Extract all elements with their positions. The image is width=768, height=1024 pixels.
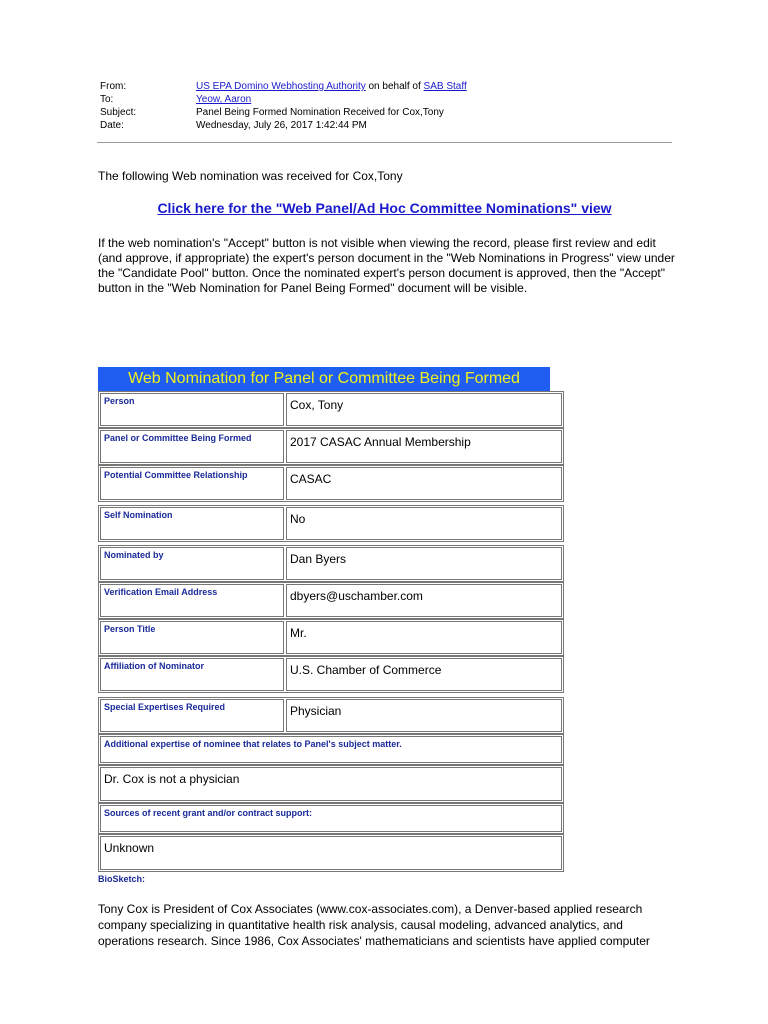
additional-expertise-label-row — [98, 734, 564, 765]
date-value: Wednesday, July 26, 2017 1:42:44 PM — [196, 120, 367, 131]
to-label: To: — [100, 94, 114, 105]
field-label: Nominated by — [104, 550, 164, 560]
field-label: Person Title — [104, 624, 156, 634]
field-value-cell — [286, 467, 562, 500]
field-label-cell — [100, 467, 284, 500]
field-value-cell — [286, 699, 562, 732]
field-value-cell — [286, 547, 562, 580]
field-row-special-expertise — [98, 697, 564, 734]
field-label: Verification Email Address — [104, 587, 218, 597]
field-value: Physician — [290, 704, 342, 718]
field-label-cell — [100, 393, 284, 426]
date-label: Date: — [100, 120, 124, 131]
subject-row — [100, 106, 467, 119]
field-value-cell — [286, 430, 562, 463]
field-value-cell — [286, 658, 562, 691]
on-behalf-text: on behalf of — [368, 81, 421, 92]
sources-value-row — [98, 834, 564, 872]
biosketch-label: BioSketch: — [98, 874, 146, 884]
field-row-email — [98, 582, 564, 619]
subject-value: Panel Being Formed Nomination Received for Cox,Tony — [196, 107, 444, 118]
field-row-relationship — [98, 465, 564, 502]
field-label: Person — [104, 396, 135, 406]
field-label-cell — [100, 699, 284, 732]
field-value: 2017 CASAC Annual Membership — [290, 435, 471, 449]
date-row — [100, 119, 467, 132]
field-label-cell — [100, 547, 284, 580]
field-label-cell — [100, 430, 284, 463]
field-value-cell — [286, 621, 562, 654]
field-label-cell — [100, 507, 284, 540]
sab-staff-link[interactable]: SAB Staff — [423, 81, 467, 92]
field-value: No — [290, 512, 306, 526]
field-label: Self Nomination — [104, 510, 173, 520]
field-value-cell — [286, 584, 562, 617]
field-value-cell — [100, 836, 562, 870]
from-label: From: — [100, 81, 127, 92]
field-row-self-nomination — [98, 505, 564, 542]
field-value-cell — [286, 507, 562, 540]
form-title-banner: Web Nomination for Panel or Committee Being Formed — [98, 367, 550, 391]
field-row-affiliation — [98, 656, 564, 693]
recipient-link[interactable]: Yeow, Aaron — [196, 94, 252, 105]
sources-value: Unknown — [104, 841, 155, 855]
instructions-paragraph: If the web nomination's "Accept" button is not visible when viewing the record, please first review and edit (and approve, if appropriate) the expert's person document in the "Web Nominations in Progress" view under the "Candidate Pool" button. Once the nominated expert's person document is approved, then the "Accept" button in the "Web Nomination for Panel Being Formed" document will be visible. — [98, 236, 675, 295]
intro-text: The following Web nomination was received for Cox,Tony — [98, 169, 403, 183]
additional-expertise-label: Additional expertise of nominee that relates to Panel's subject matter. — [104, 739, 402, 749]
header-divider — [97, 142, 672, 143]
field-value: Dan Byers — [290, 552, 347, 566]
field-value-cell — [100, 767, 562, 801]
field-row-person-title — [98, 619, 564, 656]
biosketch-text: Tony Cox is President of Cox Associates (www.cox-associates.com), a Denver-based applied research company specializing in quantitative health risk analysis, causal modeling, advanced analytics, and operations research. Since 1986, Cox Associates' mathematicians and scientists have applied computer — [98, 902, 650, 948]
from-row — [100, 80, 467, 93]
field-label-cell — [100, 658, 284, 691]
field-label-cell — [100, 805, 562, 832]
field-value-cell — [286, 393, 562, 426]
field-label: Potential Committee Relationship — [104, 470, 248, 480]
to-row — [100, 93, 467, 106]
sources-label: Sources of recent grant and/or contract support: — [104, 808, 313, 818]
field-value: dbyers@uschamber.com — [290, 589, 423, 603]
additional-expertise-value: Dr. Cox is not a physician — [104, 772, 240, 786]
field-row-nominated-by — [98, 545, 564, 582]
field-value: Mr. — [290, 626, 307, 640]
field-value: Cox, Tony — [290, 398, 344, 412]
field-label-cell — [100, 584, 284, 617]
sources-label-row — [98, 803, 564, 834]
email-header — [100, 80, 467, 132]
nominations-view-link[interactable]: Click here for the "Web Panel/Ad Hoc Committee Nominations" view — [157, 200, 612, 216]
additional-expertise-value-row — [98, 765, 564, 803]
subject-label: Subject: — [100, 107, 137, 118]
field-value: CASAC — [290, 472, 332, 486]
field-value: U.S. Chamber of Commerce — [290, 663, 442, 677]
field-label: Panel or Committee Being Formed — [104, 433, 252, 443]
field-row-person — [98, 391, 564, 428]
field-label-cell — [100, 621, 284, 654]
sender-link[interactable]: US EPA Domino Webhosting Authority — [196, 81, 366, 92]
field-label-cell — [100, 736, 562, 763]
field-label: Special Expertises Required — [104, 702, 226, 712]
field-row-panel — [98, 428, 564, 465]
field-label: Affiliation of Nominator — [104, 661, 204, 671]
